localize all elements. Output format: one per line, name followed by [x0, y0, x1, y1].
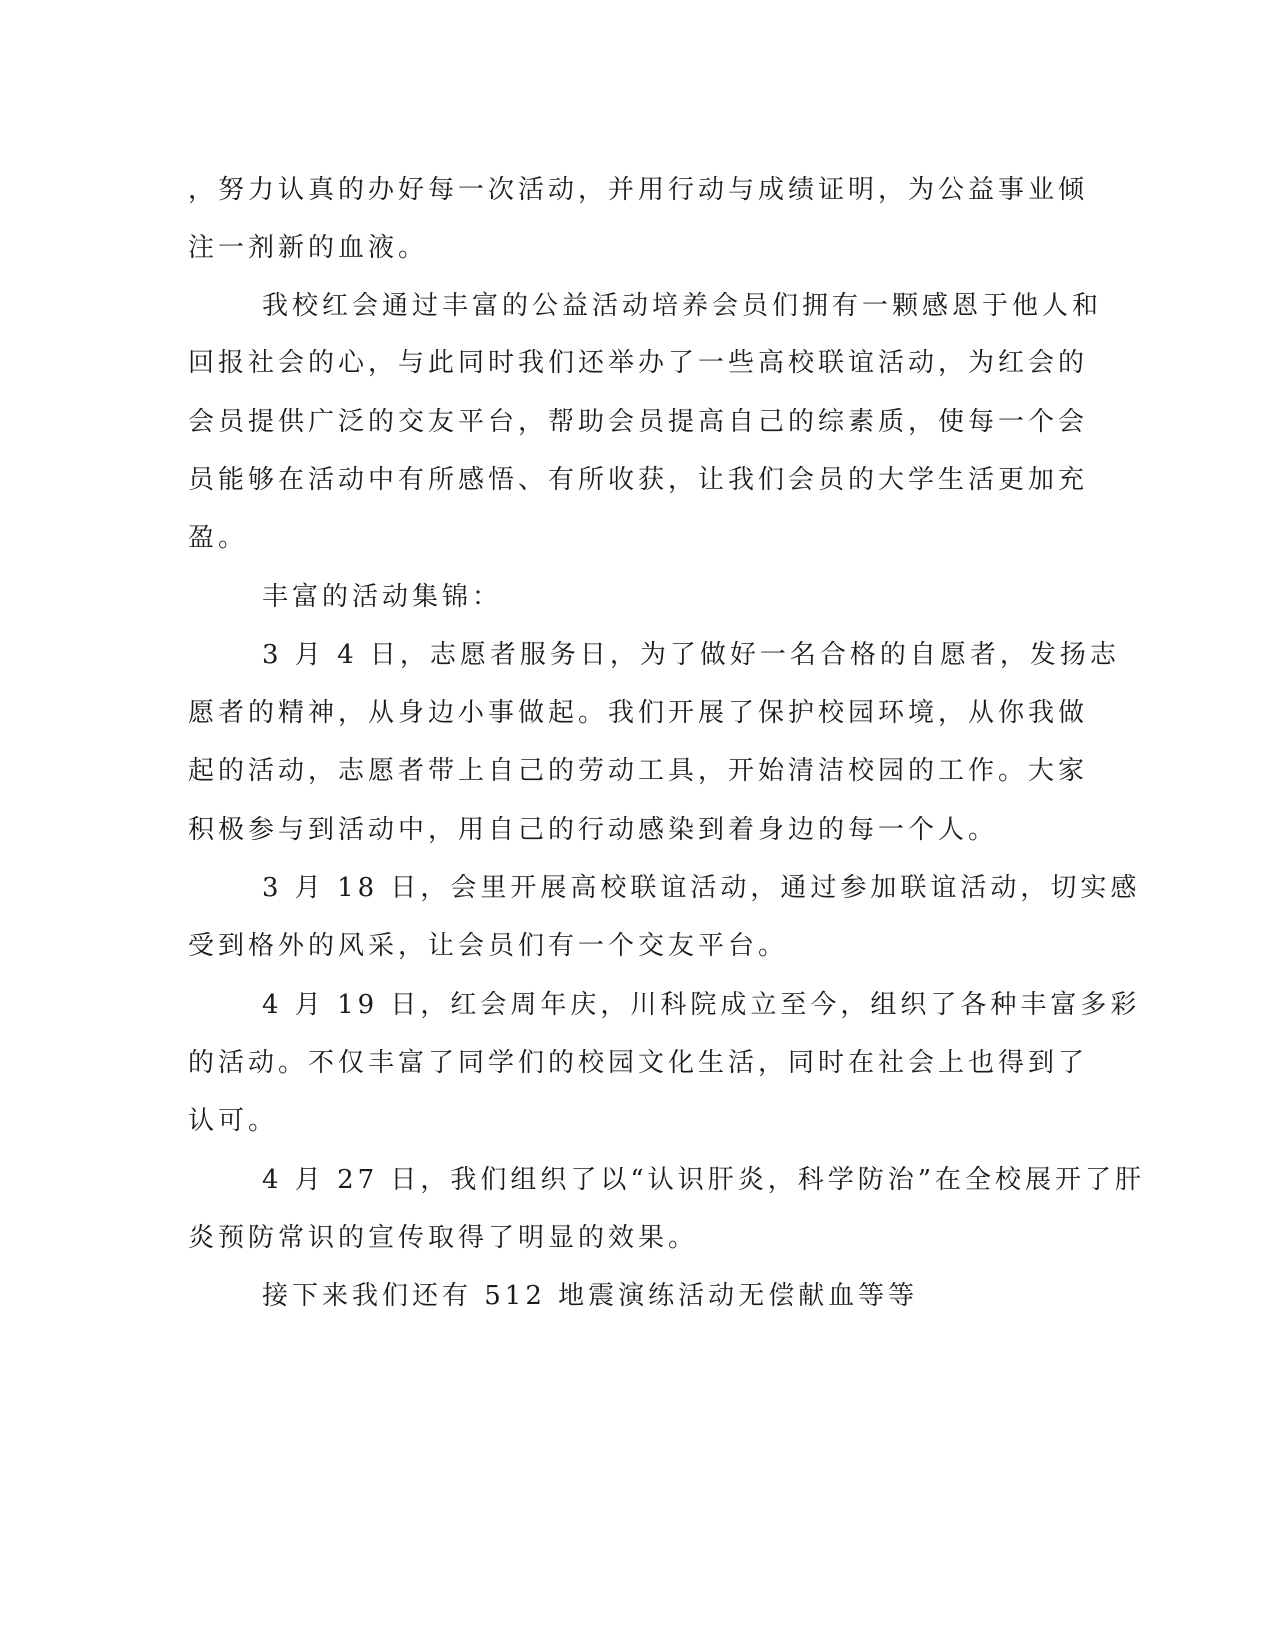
text-line: 积极参与到活动中，用自己的行动感染到着身边的每一个人。 — [188, 815, 999, 845]
text-line: 盈。 — [188, 523, 249, 553]
text-line: 认可。 — [188, 1106, 279, 1136]
text-line: 注一剂新的血液。 — [188, 233, 429, 263]
text-line: 起的活动，志愿者带上自己的劳动工具，开始清洁校园的工作。大家 — [188, 756, 1089, 786]
text-line: 我校红会通过丰富的公益活动培养会员们拥有一颗感恩于他人和 — [262, 291, 1103, 321]
text-line: 员能够在活动中有所感悟、有所收获，让我们会员的大学生活更加充 — [188, 465, 1089, 495]
text-line: 会员提供广泛的交友平台，帮助会员提高自己的综素质，使每一个会 — [188, 407, 1089, 437]
text-line: 的活动。不仅丰富了同学们的校园文化生活，同时在社会上也得到了 — [188, 1048, 1089, 1078]
text-line: 愿者的精神，从身边小事做起。我们开展了保护校园环境，从你我做 — [188, 698, 1089, 728]
text-line: 4 月 27 日，我们组织了以“认识肝炎，科学防治”在全校展开了肝 — [262, 1165, 1146, 1195]
text-line: 受到格外的风采，让会员们有一个交友平台。 — [188, 931, 789, 961]
text-line: ，努力认真的办好每一次活动，并用行动与成绩证明，为公益事业倾 — [188, 175, 1089, 205]
section-heading: 丰富的活动集锦： — [262, 582, 503, 612]
text-line: 3 月 18 日，会里开展高校联谊活动，通过参加联谊活动，切实感 — [262, 873, 1141, 903]
text-line: 回报社会的心，与此同时我们还举办了一些高校联谊活动，为红会的 — [188, 348, 1089, 378]
text-line: 3 月 4 日，志愿者服务日，为了做好一名合格的自愿者，发扬志 — [262, 640, 1120, 670]
text-line: 炎预防常识的宣传取得了明显的效果。 — [188, 1223, 699, 1253]
text-line: 4 月 19 日，红会周年庆，川科院成立至今，组织了各种丰富多彩 — [262, 990, 1141, 1020]
text-line: 接下来我们还有 512 地震演练活动无偿献血等等 — [262, 1281, 919, 1311]
